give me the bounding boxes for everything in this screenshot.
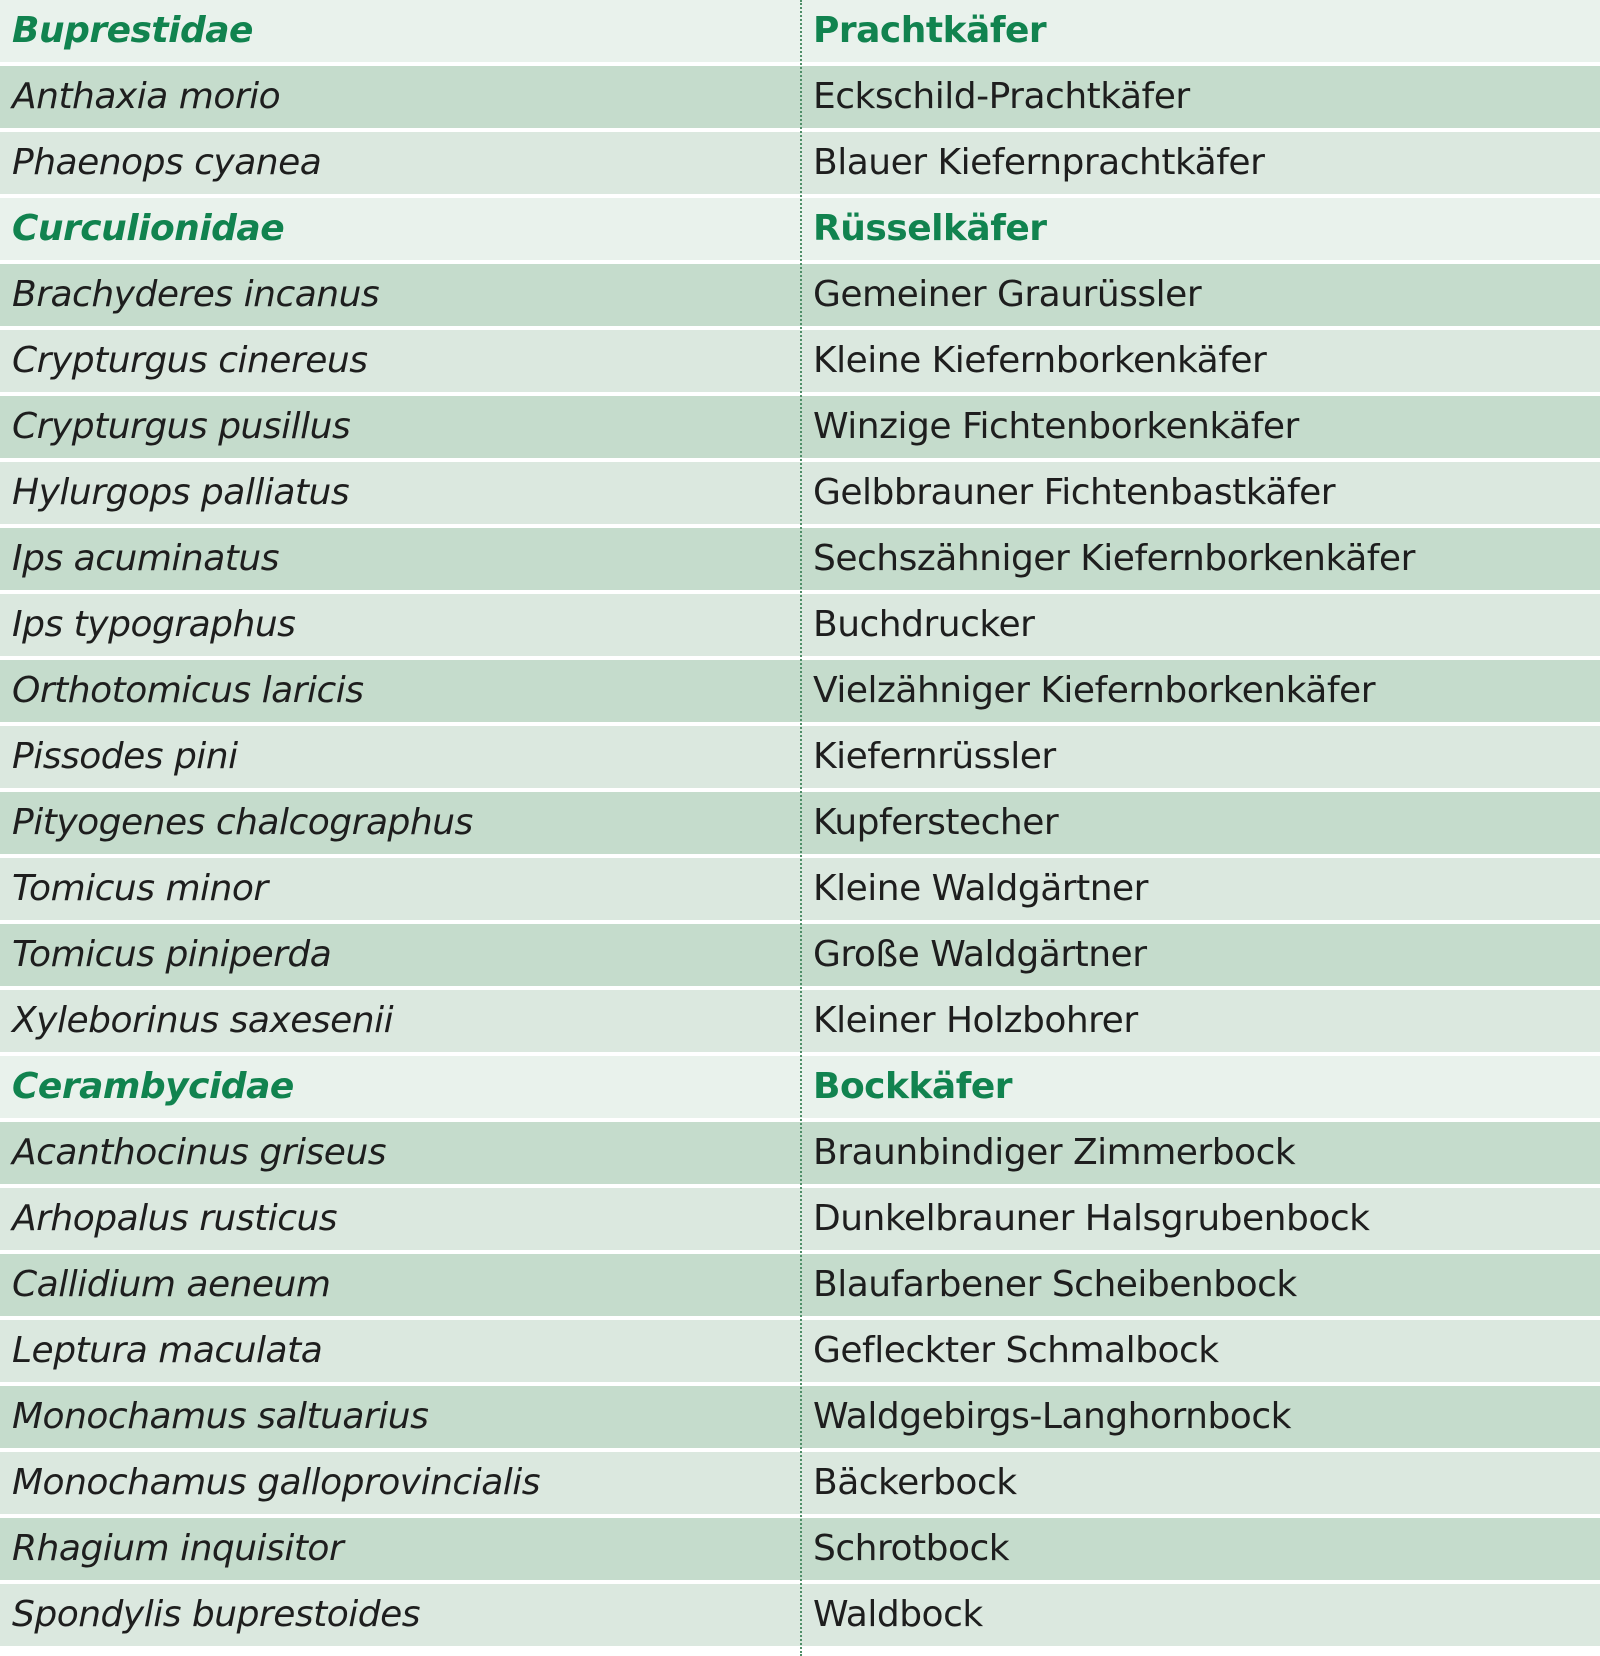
family-scientific-name: Buprestidae	[12, 10, 253, 51]
scientific-name: Crypturgus cinereus	[12, 340, 368, 381]
german-name: Braunbindiger Zimmerbock	[813, 1132, 1296, 1173]
scientific-name: Phaenops cyanea	[12, 142, 322, 183]
german-name: Kleine Kiefernborkenkäfer	[813, 340, 1267, 381]
german-name: Kupferstecher	[813, 802, 1059, 843]
german-name: Kleine Waldgärtner	[813, 868, 1148, 909]
german-name: Bäckerbock	[813, 1462, 1017, 1503]
family-scientific-name: Curculionidae	[12, 208, 285, 249]
family-german-name: Bockkäfer	[813, 1066, 1013, 1107]
family-scientific-name: Cerambycidae	[12, 1066, 294, 1107]
column-divider	[800, 0, 802, 1656]
scientific-name: Ips acuminatus	[12, 538, 279, 579]
scientific-name: Pissodes pini	[12, 736, 238, 777]
german-name: Winzige Fichtenborkenkäfer	[813, 406, 1299, 447]
scientific-name: Callidium aeneum	[12, 1264, 331, 1305]
scientific-name: Acanthocinus griseus	[12, 1132, 387, 1173]
scientific-name: Spondylis buprestoides	[12, 1594, 421, 1635]
scientific-name: Monochamus saltuarius	[12, 1396, 429, 1437]
german-name: Schrotbock	[813, 1528, 1010, 1569]
german-name: Dunkelbrauner Halsgrubenbock	[813, 1198, 1370, 1239]
german-name: Vielzähniger Kiefernborkenkäfer	[813, 670, 1375, 711]
scientific-name: Tomicus minor	[12, 868, 268, 909]
scientific-name: Hylurgops palliatus	[12, 472, 350, 513]
scientific-name: Monochamus galloprovincialis	[12, 1462, 541, 1503]
german-name: Gefleckter Schmalbock	[813, 1330, 1219, 1371]
scientific-name: Tomicus piniperda	[12, 934, 332, 975]
german-name: Kiefernrüssler	[813, 736, 1056, 777]
scientific-name: Crypturgus pusillus	[12, 406, 351, 447]
family-german-name: Rüsselkäfer	[813, 208, 1047, 249]
german-name: Gemeiner Graurüssler	[813, 274, 1202, 315]
german-name: Eckschild-Prachtkäfer	[813, 76, 1190, 117]
scientific-name: Anthaxia morio	[12, 76, 281, 117]
scientific-name: Orthotomicus laricis	[12, 670, 364, 711]
german-name: Blaufarbener Scheibenbock	[813, 1264, 1297, 1305]
german-name: Waldbock	[813, 1594, 983, 1635]
scientific-name: Pityogenes chalcographus	[12, 802, 473, 843]
scientific-name: Ips typographus	[12, 604, 296, 645]
scientific-name: Brachyderes incanus	[12, 274, 380, 315]
german-name: Gelbbrauner Fichtenbastkäfer	[813, 472, 1336, 513]
german-name: Große Waldgärtner	[813, 934, 1147, 975]
scientific-name: Leptura maculata	[12, 1330, 323, 1371]
german-name: Sechszähniger Kiefernborkenkäfer	[813, 538, 1415, 579]
german-name: Waldgebirgs-Langhornbock	[813, 1396, 1291, 1437]
scientific-name: Arhopalus rusticus	[12, 1198, 338, 1239]
german-name: Kleiner Holzbohrer	[813, 1000, 1138, 1041]
german-name: Buchdrucker	[813, 604, 1035, 645]
scientific-name: Rhagium inquisitor	[12, 1528, 344, 1569]
scientific-name: Xyleborinus saxesenii	[12, 1000, 394, 1041]
german-name: Blauer Kiefernprachtkäfer	[813, 142, 1265, 183]
family-german-name: Prachtkäfer	[813, 10, 1047, 51]
